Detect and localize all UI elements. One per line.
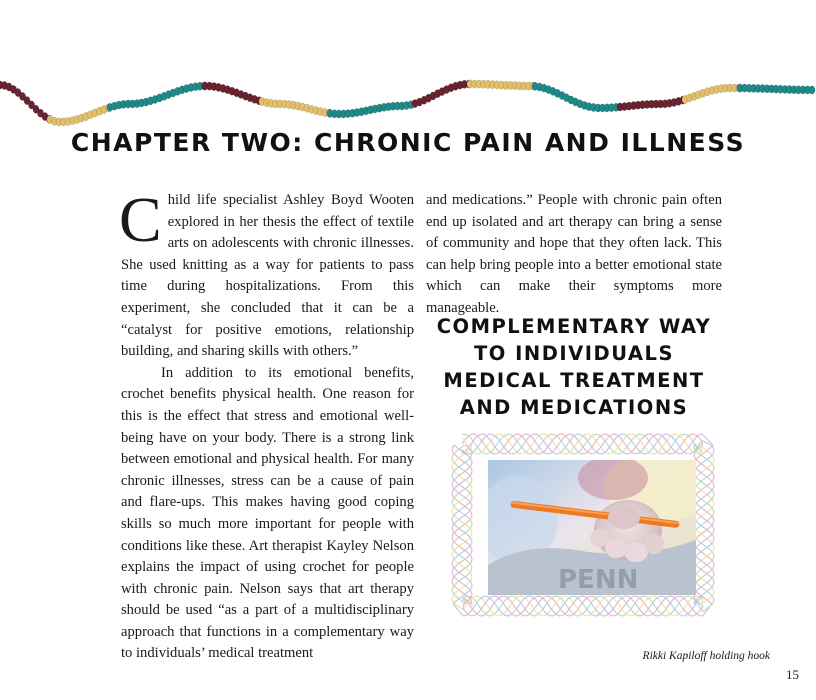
paragraph-2: In addition to its emotional benefits, crochet benefits physical health. One reason for this is the effect that stress and emotional well-being have on your body. There is a strong link between emotional and physical health. For many chronic illnesses, stress can be a cause of pain and flare-ups. This makes having good coping skills so much more important for people with conditions like these. Art therapist Kayley Nelson explains the impact of using crochet for people with chronic pain. Nelson says that art therapy should be used “as a part of a multidisciplinary approach that functions in a complementary way to individuals’ medical treatment [121, 364, 414, 662]
yarn-bead [809, 86, 815, 94]
body-column-right [426, 190, 722, 320]
paragraph-3: and medications.” People with chronic pain often end up isolated and art therapy can bring a sense of community and hope that they often lack. This can help bring people into a better emotional state which can make their symptoms more manageable. [426, 192, 722, 316]
svg-text:PENN: PENN [558, 565, 639, 595]
body-column-left [119, 184, 414, 665]
photo-caption: Rikki Kapiloff holding hook [642, 650, 770, 662]
drop-cap: C [119, 184, 162, 255]
paragraph-1 [119, 184, 414, 363]
chapter-title: CHAPTER TWO: CHRONIC PAIN AND ILLNESS [70, 128, 746, 157]
pull-quote: COMPLEMENTARY WAY TO INDIVIDUALS MEDICAL TREATMENT AND MEDICATIONS [436, 315, 712, 419]
photo-hand-holding-crochet-hook [488, 460, 696, 595]
paragraph-1-text: hild life specialist Ashley Boyd Wooten explored in her thesis the effect of textile arts on adolescents with chronic illnesses. She used knitting as a way for patients to pass time during hospitalizations. From this experiment, she concluded that it can be a “catalyst for positive emotions, relationship building, and sharing skills with others.” [121, 192, 414, 360]
page-number: 15 [786, 667, 799, 682]
